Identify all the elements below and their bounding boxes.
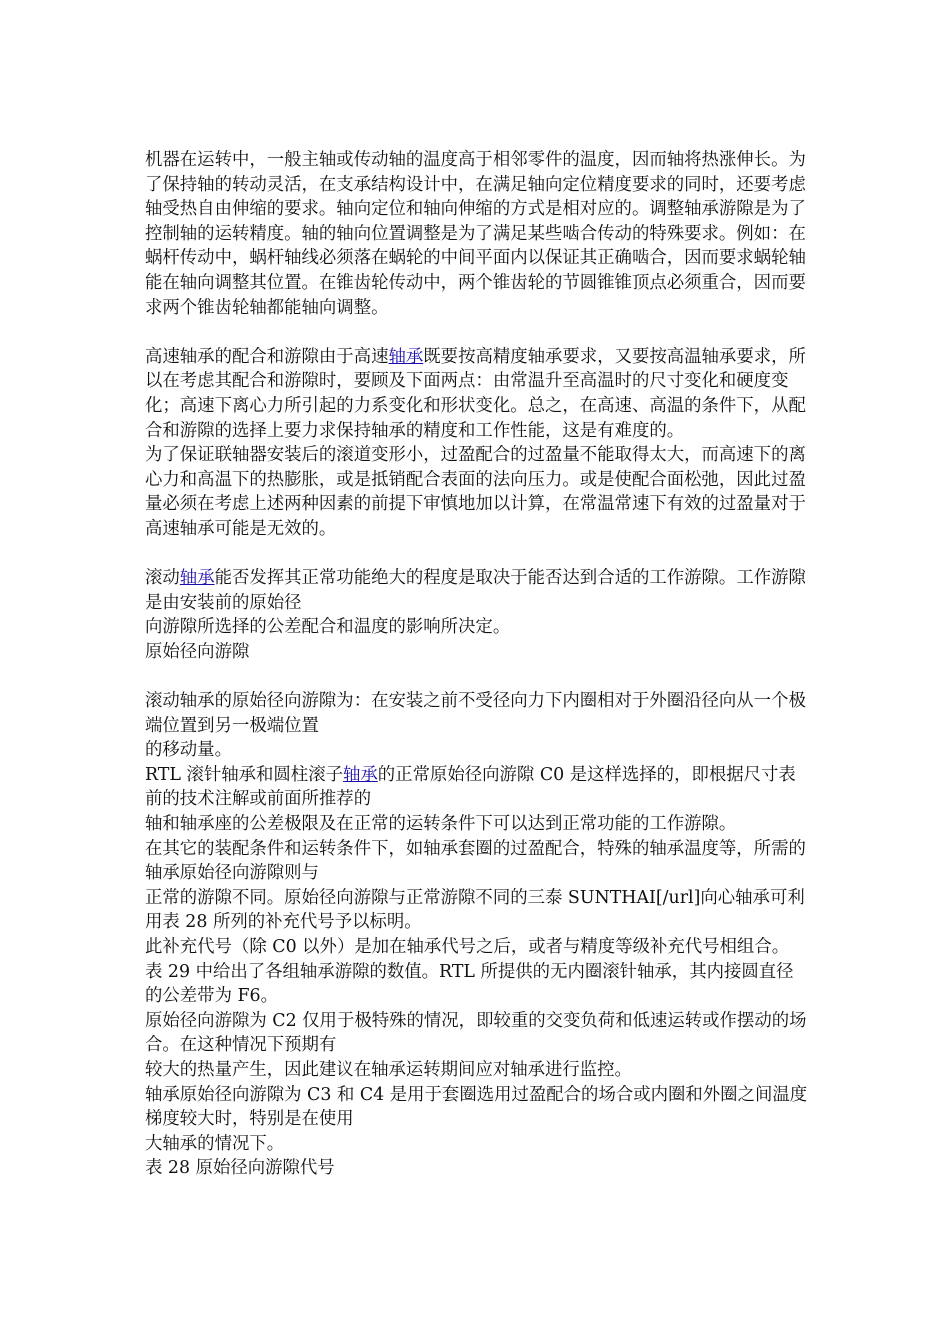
text-span: RTL 滚针轴承和圆柱滚子 xyxy=(145,764,343,785)
paragraph-interference-fit: 为了保证联轴器安装后的滚道变形小，过盈配合的过盈量不能取得太大，而高速下的离心力和高温下的热膨胀，或是抵销配合表面的法向压力。或是使配合面松弛，因此过盈量必须在考虑上述两种因素的前提下审慎地加以计算，在常温常速下有效的过盈量对于高速轴承可能是无效的。 xyxy=(145,445,806,539)
bearing-link[interactable]: 轴承 xyxy=(342,764,378,785)
paragraph-line: 轴和轴承座的公差极限及在正常的运转条件下可以达到正常功能的工作游隙。 xyxy=(145,814,737,835)
paragraph-line: 大轴承的情况下。 xyxy=(145,1133,285,1154)
paragraph-shaft-thermal: 机器在运转中，一般主轴或传动轴的温度高于相邻零件的温度，因而轴将热涨伸长。为了保持轴的转动灵活，在支承结构设计中，在满足轴向定位精度要求的同时，还要考虑轴受热自由伸缩的要求。轴向定位和轴向伸缩的方式是相对应的。调整轴承游隙是为了控制轴的运转精度。轴的轴向位置调整是为了满足某些啮合传动的特殊要求。例如：在蜗杆传动中，蜗杆轴线必须落在蜗轮的中间平面内以保证其正确啮合，因而要求蜗轮轴能在轴向调整其位置。在锥齿轮传动中，两个锥齿轮的节圆锥锥顶点必须重合，因而要求两个锥齿轮轴都能轴向调整。 xyxy=(145,150,806,318)
document-body xyxy=(145,148,810,1181)
paragraph-working-clearance xyxy=(145,566,810,615)
bearing-link[interactable]: 轴承 xyxy=(179,568,215,589)
paragraph-line: 在其它的装配条件和运转条件下，如轴承套圈的过盈配合，特殊的轴承温度等，所需的轴承原始径向游隙则与 xyxy=(145,838,806,884)
text-span: 的正常原始径向游隙 C0 是这样选择的，即根据尺寸表前的技术注解或前面所推荐的 xyxy=(145,764,796,810)
paragraph-line: 滚动轴承的原始径向游隙为：在安装之前不受径向力下内圈相对于外圈沿径向从一个极端位置到另一极端位置 xyxy=(145,691,806,736)
paragraph-line: 此补充代号（除 C0 以外）是加在轴承代号之后，或者与精度等级补充代号相组合。 xyxy=(145,937,790,957)
text-span: 能否发挥其正常功能绝大的程度是取决于能否达到合适的工作游隙。工作游隙是由安装前的原始径 xyxy=(145,568,806,613)
paragraph-rtl-bearing xyxy=(145,763,810,812)
paragraph-high-speed-bearing xyxy=(145,345,810,443)
bearing-link[interactable]: 轴承 xyxy=(388,346,424,367)
paragraph-line: 原始径向游隙为 C2 仅用于极特殊的情况，即较重的交变负荷和低速运转或作摆动的场合。在这种情况下预期有 xyxy=(145,1010,807,1056)
paragraph-line: 表 29 中给出了各组轴承游隙的数值。RTL 所提供的无内圈滚针轴承，其内接圆直径的公差带为 F6。 xyxy=(145,961,794,1007)
paragraph-line: 向游隙所选择的公差配合和温度的影响所决定。 xyxy=(145,617,511,638)
paragraph-gap xyxy=(145,664,810,689)
text-span: 滚动 xyxy=(145,568,180,589)
paragraph-line: 轴承原始径向游隙为 C3 和 C4 是用于套圈选用过盈配合的场合或内圈和外圈之间温度梯度较大时，特别是在使用 xyxy=(145,1084,808,1130)
paragraph-gap xyxy=(145,542,810,567)
section-heading: 原始径向游隙 xyxy=(145,641,250,662)
text-span: 高速轴承的配合和游隙由于高速 xyxy=(145,346,389,367)
table-caption: 表 28 原始径向游隙代号 xyxy=(145,1158,335,1179)
paragraph-line: 较大的热量产生，因此建议在轴承运转期间应对轴承进行监控。 xyxy=(145,1059,632,1080)
paragraph-line: 的移动量。 xyxy=(145,740,232,761)
text-span: 既要按高精度轴承要求，又要按高温轴承要求，所以在考虑其配合和游隙时，要顾及下面两点：由常温升至高温时的尺寸变化和硬度变化；高速下离心力所引起的力系变化和形状变化。总之，在高速、高温的条件下，从配合和游隙的选择上要力求保持轴承的精度和工作性能，这是有难度的。 xyxy=(145,346,806,441)
paragraph-line: 正常的游隙不同。原始径向游隙与正常游隙不同的三泰 SUNTHAI[/url]向心轴承可利用表 28 所列的补充代号予以标明。 xyxy=(145,887,805,933)
paragraph-gap xyxy=(145,320,810,345)
